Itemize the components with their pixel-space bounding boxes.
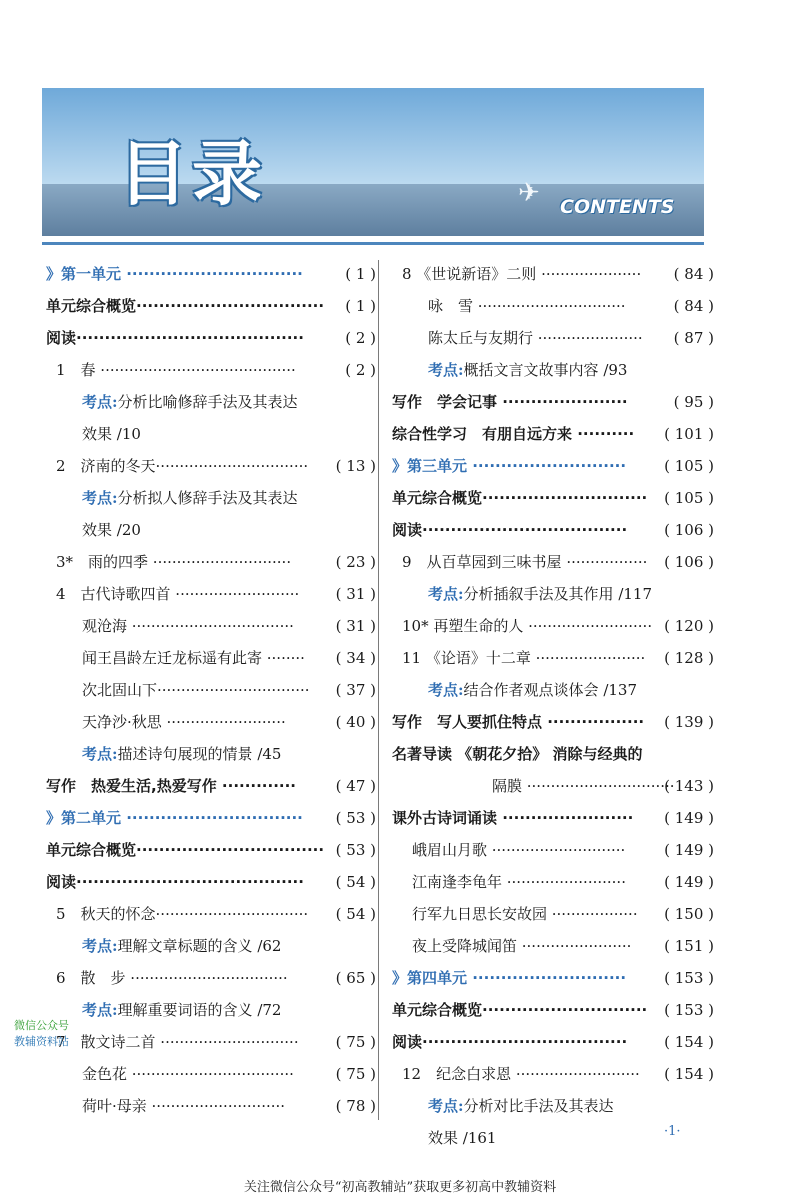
toc-entry[interactable]: 闻王昌龄左迁龙标遥有此寄 ········ ( 34 ) (82, 649, 376, 667)
toc-keypoint: 考点:分析比喻修辞手法及其表达 (82, 393, 298, 411)
toc-entry[interactable]: 金色花 ·································· ( 75 ) (82, 1065, 376, 1083)
keypoint-label: 考点: (82, 745, 118, 763)
toc-entry[interactable]: 2 济南的冬天································ ( 13 ) (56, 457, 376, 475)
keypoint-label: 考点: (428, 585, 464, 603)
toc-entry[interactable]: 4 古代诗歌四首 ·························· ( 31 ) (56, 585, 376, 603)
toc-entry[interactable]: 》第一单元 ······························· ( 1 ) (46, 265, 376, 283)
toc-entry[interactable]: 》第四单元 ··························· ( 153 ) (392, 969, 714, 987)
keypoint-label: 考点: (428, 1097, 464, 1115)
keypoint-label: 考点: (82, 937, 118, 955)
toc-left-column (46, 258, 376, 1122)
toc-entry[interactable]: 江南逢李龟年 ························· ( 149 ) (412, 873, 714, 891)
toc-entry[interactable]: 写作 写人要抓住特点 ················· ( 139 ) (392, 713, 714, 731)
toc-entry[interactable]: 阅读········································ ( 54 ) (46, 873, 376, 891)
toc-entry[interactable]: 阅读···································· ( 106 ) (392, 521, 714, 539)
toc-right-column (392, 258, 714, 1154)
toc-entry[interactable]: 课外古诗词诵读 ······················· ( 149 ) (392, 809, 714, 827)
keypoint-label: 考点: (82, 393, 118, 411)
toc-entry[interactable]: 》第三单元 ··························· ( 105 ) (392, 457, 714, 475)
toc-entry[interactable]: 1 春 ········································· ( 2 ) (56, 361, 376, 379)
column-divider (378, 260, 379, 1120)
airplane-icon: ✈ (518, 178, 540, 208)
toc-entry[interactable]: 单元综合概览····························· ( 153 ) (392, 1001, 714, 1019)
toc-entry[interactable]: 写作 学会记事 ······················ ( 95 ) (392, 393, 714, 411)
toc-entry[interactable]: 8 《世说新语》二则 ····················· ( 84 ) (402, 265, 714, 283)
footer-note: 关注微信公众号“初高教辅站”获取更多初高中教辅资料 (243, 1180, 557, 1195)
toc-entry[interactable]: 单元综合概览····························· ( 105 ) (392, 489, 714, 507)
toc-entry[interactable]: 3* 雨的四季 ····························· ( 23 ) (56, 553, 376, 571)
toc-entry[interactable]: 夜上受降城闻笛 ······················· ( 151 ) (412, 937, 714, 955)
keypoint-label: 考点: (82, 1001, 118, 1019)
watermark-line2: 教辅资料站 (14, 1035, 69, 1048)
toc-keypoint: 考点:结合作者观点谈体会 /137 (428, 681, 637, 699)
watermark-line1: 微信公众号 (14, 1019, 69, 1032)
page-subtitle: CONTENTS (560, 196, 675, 218)
toc-entry[interactable]: 》第二单元 ······························· ( 53 ) (46, 809, 376, 827)
toc-entry[interactable]: 11 《论语》十二章 ······················· ( 128 ) (402, 649, 714, 667)
toc-keypoint-cont: 效果 /10 (82, 425, 141, 443)
toc-entry[interactable]: 单元综合概览································· ( 1 ) (46, 297, 376, 315)
toc-entry[interactable]: 5 秋天的怀念································ ( 54 ) (56, 905, 376, 923)
toc-entry[interactable]: 综合性学习 有朋自远方来 ·········· ( 101 ) (392, 425, 714, 443)
page-number: ·1· (664, 1124, 681, 1139)
toc-keypoint: 考点:分析对比手法及其表达 (428, 1097, 614, 1115)
toc-keypoint: 考点:理解重要词语的含义 /72 (82, 1001, 282, 1019)
toc-keypoint-cont: 效果 /20 (82, 521, 141, 539)
toc-entry[interactable]: 10* 再塑生命的人 ·························· ( 120 ) (402, 617, 714, 635)
page-title: 目录 (118, 133, 266, 215)
toc-entry-cont[interactable]: 隔膜 ······························· ( 143 ) (492, 777, 714, 795)
keypoint-label: 考点: (428, 361, 464, 379)
toc-keypoint: 考点:分析拟人修辞手法及其表达 (82, 489, 298, 507)
toc-entry[interactable]: 9 从百草园到三味书屋 ················· ( 106 ) (402, 553, 714, 571)
keypoint-label: 考点: (428, 681, 464, 699)
toc-keypoint: 考点:理解文章标题的含义 /62 (82, 937, 282, 955)
toc-keypoint: 考点:分析插叙手法及其作用 /117 (428, 585, 653, 603)
toc-entry[interactable]: 单元综合概览································· ( 53 ) (46, 841, 376, 859)
keypoint-label: 考点: (82, 489, 118, 507)
toc-entry[interactable]: 咏 雪 ······························· ( 84 ) (428, 297, 714, 315)
toc-entry[interactable]: 观沧海 ·································· ( 31 ) (82, 617, 376, 635)
toc-entry[interactable]: 6 散 步 ································· ( 65 ) (56, 969, 376, 987)
toc-entry[interactable]: 陈太丘与友期行 ······················ ( 87 ) (428, 329, 714, 347)
toc-entry[interactable]: 天净沙·秋思 ························· ( 40 ) (82, 713, 376, 731)
toc-entry[interactable]: 7 散文诗二首 ····························· ( 75 ) (56, 1033, 376, 1051)
toc-entry[interactable]: 阅读···································· ( 154 ) (392, 1033, 714, 1051)
header-divider (42, 242, 704, 245)
toc-entry[interactable]: 12 纪念白求恩 ·························· ( 154 ) (402, 1065, 714, 1083)
toc-entry[interactable]: 阅读········································ ( 2 ) (46, 329, 376, 347)
toc-entry[interactable]: 名著导读 《朝花夕拾》 消除与经典的 (392, 745, 643, 763)
toc-entry[interactable]: 峨眉山月歌 ···························· ( 149 ) (412, 841, 714, 859)
toc-entry[interactable]: 写作 热爱生活,热爱写作 ············· ( 47 ) (46, 777, 376, 795)
toc-entry[interactable]: 行军九日思长安故园 ·················· ( 150 ) (412, 905, 714, 923)
toc-keypoint: 考点:描述诗句展现的情景 /45 (82, 745, 282, 763)
toc-keypoint-cont: 效果 /161 (428, 1129, 497, 1147)
toc-entry[interactable]: 次北固山下································ ( 37 ) (82, 681, 376, 699)
toc-keypoint: 考点:概括文言文故事内容 /93 (428, 361, 628, 379)
watermark (14, 1018, 69, 1050)
toc-entry[interactable]: 荷叶·母亲 ···························· ( 78 ) (82, 1097, 376, 1115)
